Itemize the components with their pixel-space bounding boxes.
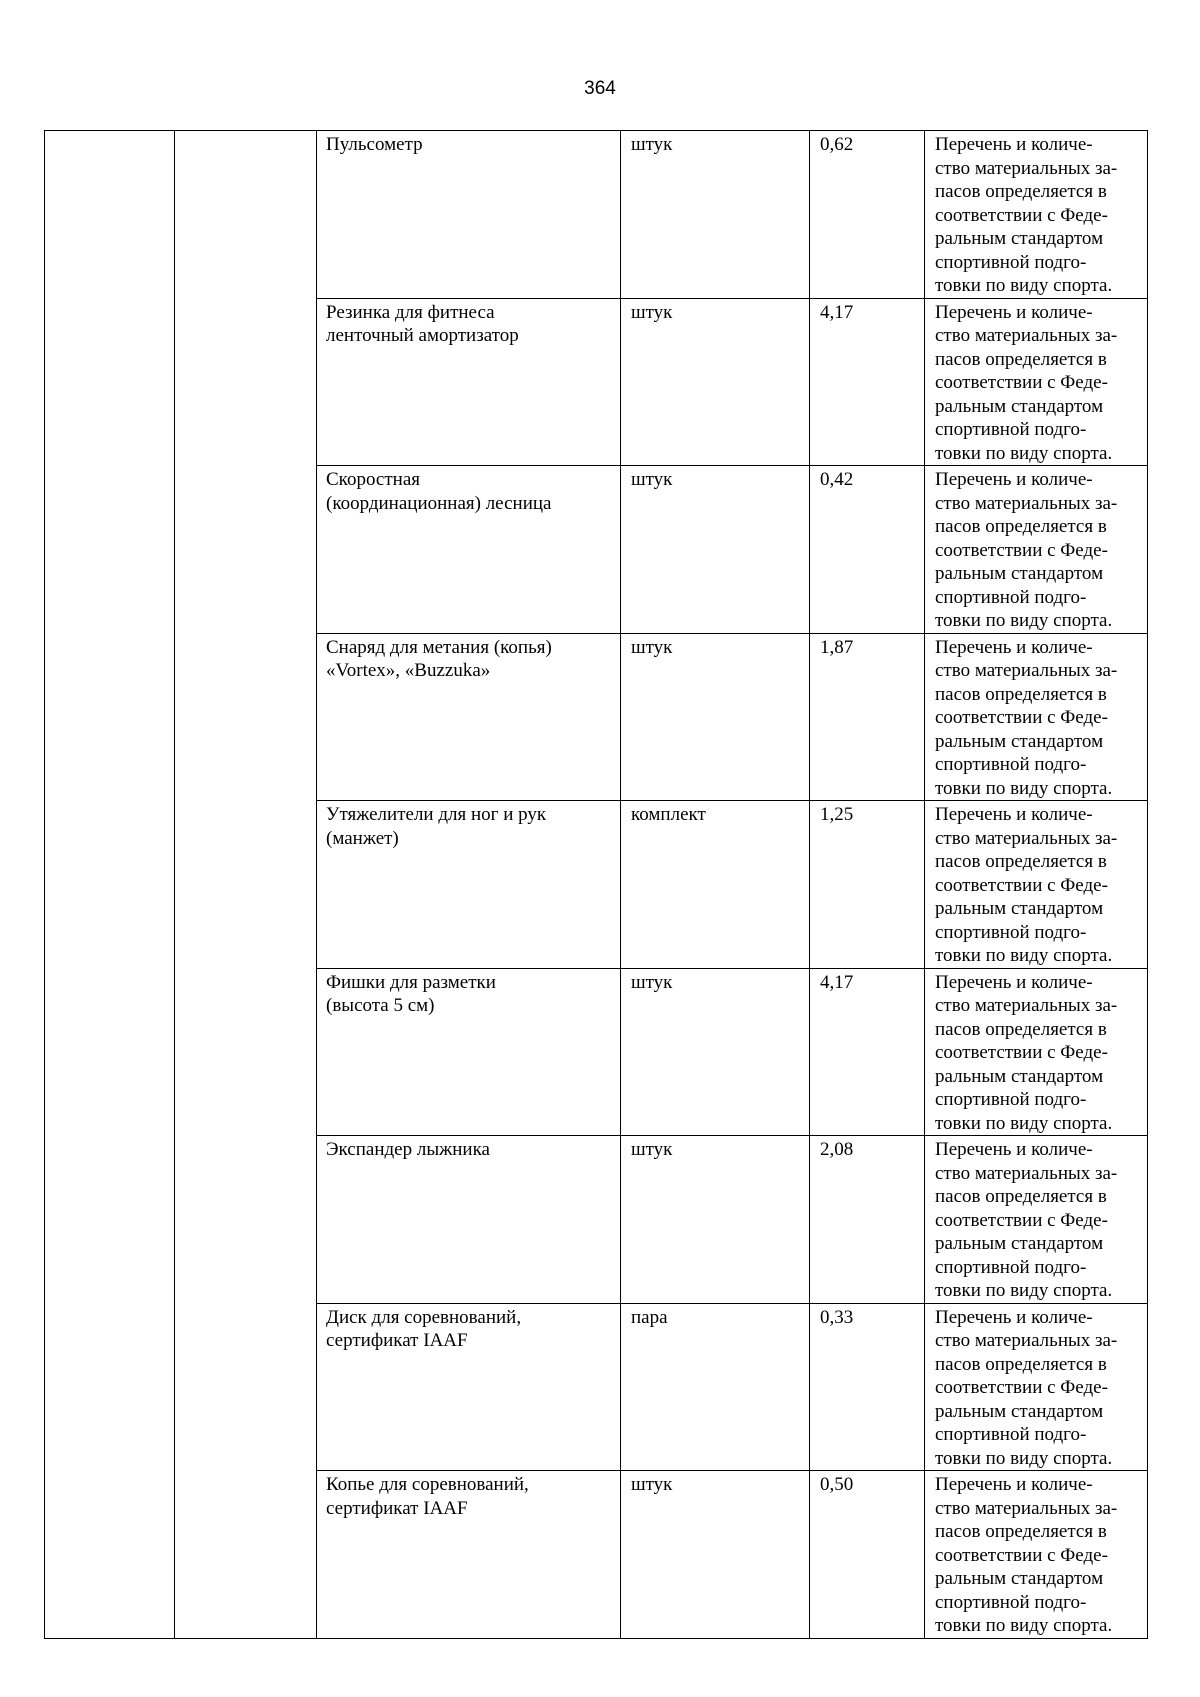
note-line: ральным стандартом	[935, 730, 1104, 752]
unit-cell: штук	[621, 131, 810, 299]
quantity-cell: 0,42	[810, 466, 925, 634]
note-line: спортивной подго-	[935, 1591, 1087, 1613]
note-line: спортивной подго-	[935, 921, 1087, 943]
item-name-line: ленточный амортизатор	[326, 325, 519, 346]
item-name-line: Пульсометр	[326, 134, 423, 155]
note-cell	[925, 968, 1148, 1136]
note-cell	[925, 1303, 1148, 1471]
note-line: ральным стандартом	[935, 1065, 1104, 1087]
inventory-table	[44, 130, 1148, 1639]
item-name-line: Скоростная	[326, 469, 420, 490]
note-line: ство материальных за-	[935, 1330, 1118, 1351]
unit-cell: штук	[621, 466, 810, 634]
note-line: ство материальных за-	[935, 325, 1118, 346]
note-line: товки по виду спорта.	[935, 275, 1113, 296]
item-name-line: сертификат IAAF	[326, 1497, 468, 1519]
unit-cell: штук	[621, 1471, 810, 1639]
note-line: соответствии с Феде-	[935, 707, 1108, 728]
first-column-cell	[45, 131, 175, 1639]
item-name-line: (высота 5 см)	[326, 995, 435, 1016]
note-line: пасов определяется в	[935, 1018, 1107, 1040]
note-line: ральным стандартом	[935, 1568, 1104, 1589]
note-line: Перечень и количе-	[935, 636, 1093, 658]
note-line: Перечень и количе-	[935, 1306, 1093, 1328]
note-line: ство материальных за-	[935, 827, 1118, 849]
quantity-cell: 0,62	[810, 131, 925, 299]
note-line: соответствии с Феде-	[935, 874, 1108, 896]
inventory-table-wrapper	[44, 130, 1148, 1639]
note-line: товки по виду спорта.	[935, 610, 1113, 631]
note-cell	[925, 1471, 1148, 1639]
note-line: спортивной подго-	[935, 251, 1087, 273]
note-line: товки по виду спорта.	[935, 1615, 1113, 1636]
note-line: ральным стандартом	[935, 1400, 1104, 1422]
note-line: ство материальных за-	[935, 492, 1118, 514]
quantity-cell: 2,08	[810, 1136, 925, 1304]
second-column-cell	[175, 131, 317, 1639]
item-name-line: Фишки для разметки	[326, 971, 496, 993]
item-name-line: «Vortex», «Buzzuka»	[326, 660, 491, 681]
item-name-cell	[317, 633, 621, 801]
note-line: соответствии с Феде-	[935, 539, 1108, 561]
item-name-cell	[317, 1471, 621, 1639]
note-line: спортивной подго-	[935, 1089, 1087, 1110]
page-number: 364	[584, 78, 616, 99]
note-line: ральным стандартом	[935, 898, 1104, 919]
note-line: пасов определяется в	[935, 683, 1107, 705]
note-line: ство материальных за-	[935, 1162, 1118, 1184]
item-name-line: Утяжелители для ног и рук	[326, 804, 547, 825]
note-line: спортивной подго-	[935, 1424, 1087, 1445]
note-line: соответствии с Феде-	[935, 372, 1108, 393]
note-line: спортивной подго-	[935, 419, 1087, 440]
note-cell	[925, 801, 1148, 969]
note-line: товки по виду спорта.	[935, 1447, 1113, 1469]
item-name-cell	[317, 968, 621, 1136]
item-name-line: Резинка для фитнеса	[326, 301, 495, 323]
note-line: товки по виду спорта.	[935, 1112, 1113, 1134]
note-cell	[925, 298, 1148, 466]
quantity-cell: 0,50	[810, 1471, 925, 1639]
note-line: пасов определяется в	[935, 1186, 1107, 1207]
note-line: Перечень и количе-	[935, 301, 1093, 323]
item-name-cell	[317, 1303, 621, 1471]
note-line: спортивной подго-	[935, 586, 1087, 608]
note-line: ство материальных за-	[935, 660, 1118, 681]
note-line: Перечень и количе-	[935, 469, 1093, 490]
note-line: ство материальных за-	[935, 157, 1118, 179]
note-line: пасов определяется в	[935, 181, 1107, 202]
note-line: ральным стандартом	[935, 563, 1104, 584]
item-name-cell	[317, 131, 621, 299]
note-line: спортивной подго-	[935, 754, 1087, 775]
note-line: соответствии с Феде-	[935, 204, 1108, 226]
item-name-cell	[317, 298, 621, 466]
note-line: ство материальных за-	[935, 995, 1118, 1016]
note-line: пасов определяется в	[935, 1353, 1107, 1375]
unit-cell: штук	[621, 633, 810, 801]
note-line: спортивной подго-	[935, 1256, 1087, 1278]
note-line: товки по виду спорта.	[935, 1280, 1113, 1301]
note-line: пасов определяется в	[935, 516, 1107, 537]
note-line: соответствии с Феде-	[935, 1544, 1108, 1566]
item-name-cell	[317, 1136, 621, 1304]
unit-cell: комплект	[621, 801, 810, 969]
note-line: товки по виду спорта.	[935, 777, 1113, 799]
unit-cell: штук	[621, 298, 810, 466]
note-line: пасов определяется в	[935, 1521, 1107, 1542]
note-line: Перечень и количе-	[935, 804, 1093, 825]
item-name-line: Копье для соревнований,	[326, 1474, 529, 1495]
note-line: товки по виду спорта.	[935, 945, 1113, 966]
note-line: соответствии с Феде-	[935, 1042, 1108, 1063]
note-line: соответствии с Феде-	[935, 1377, 1108, 1398]
note-cell	[925, 633, 1148, 801]
note-line: Перечень и количе-	[935, 1139, 1093, 1160]
item-name-line: Экспандер лыжника	[326, 1139, 490, 1160]
note-line: ральным стандартом	[935, 1233, 1104, 1254]
inventory-table-body	[45, 131, 1148, 1639]
item-name-line: (координационная) лесница	[326, 492, 552, 514]
note-line: Перечень и количе-	[935, 971, 1093, 993]
note-cell	[925, 131, 1148, 299]
table-row	[45, 131, 1148, 299]
quantity-cell: 4,17	[810, 298, 925, 466]
quantity-cell: 4,17	[810, 968, 925, 1136]
item-name-cell	[317, 801, 621, 969]
note-line: пасов определяется в	[935, 348, 1107, 370]
note-line: ство материальных за-	[935, 1497, 1118, 1519]
quantity-cell: 0,33	[810, 1303, 925, 1471]
quantity-cell: 1,87	[810, 633, 925, 801]
note-line: пасов определяется в	[935, 851, 1107, 872]
note-line: ральным стандартом	[935, 395, 1104, 417]
note-line: ральным стандартом	[935, 228, 1104, 249]
note-line: товки по виду спорта.	[935, 442, 1113, 464]
unit-cell: штук	[621, 1136, 810, 1304]
item-name-cell	[317, 466, 621, 634]
note-line: Перечень и количе-	[935, 134, 1093, 155]
unit-cell: пара	[621, 1303, 810, 1471]
item-name-line: Диск для соревнований,	[326, 1306, 522, 1328]
note-cell	[925, 466, 1148, 634]
note-cell	[925, 1136, 1148, 1304]
quantity-cell: 1,25	[810, 801, 925, 969]
item-name-line: сертификат IAAF	[326, 1330, 468, 1351]
unit-cell: штук	[621, 968, 810, 1136]
item-name-line: (манжет)	[326, 827, 399, 849]
note-line: Перечень и количе-	[935, 1474, 1093, 1495]
item-name-line: Снаряд для метания (копья)	[326, 636, 552, 658]
note-line: соответствии с Феде-	[935, 1209, 1108, 1231]
